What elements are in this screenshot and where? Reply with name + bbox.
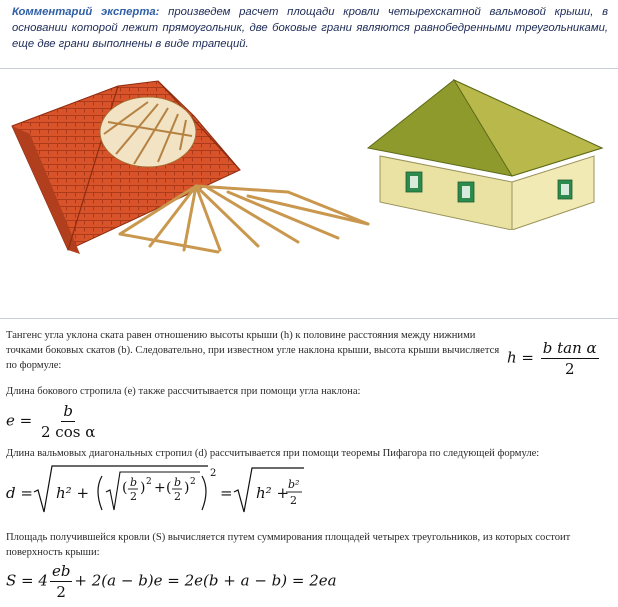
formula-hip-rafter-h2b: h² + (256, 484, 290, 502)
formula-side-rafter-num: b (63, 402, 73, 420)
formula-hip-rafter-paren-open: ( (122, 480, 128, 496)
formula-side-rafter-lhs: e = (6, 411, 33, 430)
paragraph-height: Тангенс угла уклона ската равен отношению высоты крыши (h) к половине расстояния между нижними точками боковых скатов (b). Следовательно, при известном угле наклона крыши, высота крыши вычисляется по формуле: (6, 330, 500, 371)
formula-hip-rafter-paren-close: ) (140, 480, 146, 496)
formula-hip-rafter-sq1: 2 (146, 477, 152, 487)
formula-height-num: b tan α (542, 339, 597, 357)
formula-height-den: 2 (564, 360, 575, 378)
formula-area (6, 562, 337, 601)
formula-height-lhs: h = (507, 348, 534, 367)
formula-side-rafter-den: 2 cos α (41, 423, 96, 441)
formula-area-rest: + 2(a − b)e = 2e(b + a − b) = 2ea (74, 571, 337, 590)
formula-area-den: 2 (56, 583, 66, 601)
formula-hip-rafter-two3: 2 (290, 494, 297, 507)
formula-area-num: eb (51, 562, 71, 580)
hip-roof-illustration (8, 74, 380, 254)
formula-hip-rafter-outer-sq: 2 (210, 468, 217, 479)
house-illustration (362, 78, 610, 230)
formula-hip-rafter-two2: 2 (174, 490, 181, 503)
formula-hip-rafter-b-sq: b² (288, 478, 300, 491)
formula-hip-rafter-lhs: d = (6, 484, 33, 502)
paragraph-side-rafter: Длина бокового стропила (e) также рассчитывается при помощи угла наклона: (6, 386, 361, 397)
formula-hip-rafter-b2: b (174, 476, 182, 489)
formula-hip-rafter-paren-open2: ( (166, 480, 172, 496)
formula-hip-rafter (6, 462, 306, 520)
top-divider (0, 68, 618, 69)
formula-hip-rafter-plus: + (154, 480, 166, 496)
formula-hip-rafter-sq2: 2 (190, 477, 196, 487)
formula-area-lhs: S = 4 (6, 571, 48, 590)
expert-comment-lead: Комментарий эксперта: (12, 6, 160, 18)
figure-divider (0, 318, 618, 319)
expert-comment (12, 4, 608, 64)
paragraph-area: Площадь получившейся кровли (S) вычисляется путем суммирования площадей четырех треугольников, из которых состоит поверхность крыши: (6, 532, 571, 558)
formula-height (507, 339, 601, 378)
expert-comment-text: произведем расчет площади кровли четырехскатной вальмовой крыши, в основании которой лежит прямоугольник, две боковые грани являются равнобедренными треугольниками, еще две грани выполнены в виде трапеций. (12, 6, 608, 50)
formula-hip-rafter-b1: b (130, 476, 138, 489)
formula-hip-rafter-h2: h² + (56, 484, 90, 502)
formula-hip-rafter-two1: 2 (130, 490, 137, 503)
formula-hip-rafter-paren-close2: ) (184, 480, 190, 496)
formula-side-rafter (6, 402, 99, 441)
paragraph-hip-rafter: Длина вальмовых диагональных стропил (d) рассчитывается при помощи теоремы Пифагора по следующей формуле: (6, 448, 540, 459)
formula-hip-rafter-eq: = (220, 484, 233, 502)
